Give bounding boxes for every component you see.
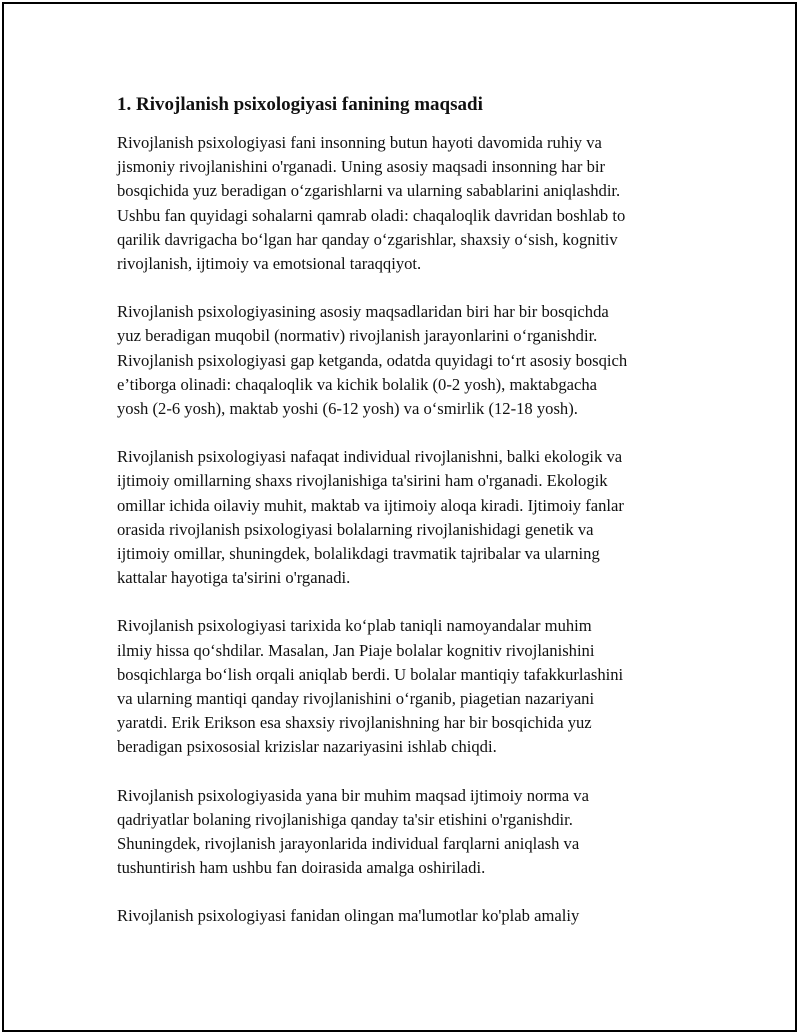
text-line: beradigan psixososial krizislar nazariyasini ishlab chiqdi.: [117, 737, 497, 757]
text-line: bosqichida yuz beradigan o‘zgarishlarni va ularning sabablarini aniqlashdir.: [117, 181, 621, 201]
text-line: Rivojlanish psixologiyasida yana bir muhim maqsad ijtimoiy norma va: [117, 785, 589, 805]
text-line: ilmiy hissa qo‘shdilar. Masalan, Jan Piaje bolalar kognitiv rivojlanishini: [117, 640, 595, 660]
section-heading: 1. Rivojlanish psixologiyasi fanining maqsadi: [117, 94, 483, 115]
text-line: ijtimoiy omillarning shaxs rivojlanishiga ta'sirini ham o'rganadi. Ekologik: [117, 471, 608, 491]
text-line: va ularning mantiqi qanday rivojlanishini o‘rganib, piagetian nazariyani: [117, 689, 595, 709]
paragraph-3: [117, 445, 687, 590]
paragraph-4: [117, 614, 687, 759]
text-line: Rivojlanish psixologiyasining asosiy maqsadlaridan biri har bir bosqichda: [117, 302, 609, 322]
text-line: Shuningdek, rivojlanish jarayonlarida individual farqlarni aniqlash va: [117, 834, 580, 854]
text-line: yuz beradigan muqobil (normativ) rivojlanish jarayonlarini o‘rganishdir.: [117, 326, 598, 346]
paragraph-6: [117, 904, 687, 928]
text-line: Rivojlanish psixologiyasi fanidan olingan ma'lumotlar ko'plab amaliy: [117, 906, 580, 926]
text-line: rivojlanish, ijtimoiy va emotsional taraqqiyot.: [117, 254, 422, 274]
text-line: Rivojlanish psixologiyasi nafaqat individual rivojlanishni, balki ekologik va: [117, 447, 623, 467]
text-line: Rivojlanish psixologiyasi tarixida ko‘plab taniqli namoyandalar muhim: [117, 616, 592, 636]
paragraph-5: [117, 784, 687, 881]
paragraph-2: [117, 300, 687, 421]
text-line: Rivojlanish psixologiyasi gap ketganda, odatda quyidagi to‘rt asosiy bosqich: [117, 350, 628, 370]
text-line: bosqichlarga bo‘lish orqali aniqlab berdi. U bolalar mantiqiy tafakkurlashini: [117, 664, 624, 684]
text-line: jismoniy rivojlanishini o'rganadi. Uning asosiy maqsadi insonning har bir: [117, 157, 606, 177]
document-body: [117, 93, 687, 953]
text-line: omillar ichida oilaviy muhit, maktab va ijtimoiy aloqa kiradi. Ijtimoiy fanlar: [117, 495, 624, 515]
paragraph-1: [117, 131, 687, 276]
text-line: tushuntirish ham ushbu fan doirasida amalga oshiriladi.: [117, 858, 486, 878]
text-line: yosh (2-6 yosh), maktab yoshi (6-12 yosh) va o‘smirlik (12-18 yosh).: [117, 399, 578, 419]
text-line: kattalar hayotiga ta'sirini o'rganadi.: [117, 568, 351, 588]
text-line: yaratdi. Erik Erikson esa shaxsiy rivojlanishning har bir bosqichida yuz: [117, 713, 592, 733]
text-line: Rivojlanish psixologiyasi fani insonning butun hayoti davomida ruhiy va: [117, 133, 602, 152]
text-line: e’tiborga olinadi: chaqaloqlik va kichik bolalik (0-2 yosh), maktabgacha: [117, 374, 598, 394]
text-line: qarilik davrigacha bo‘lgan har qanday o‘zgarishlar, shaxsiy o‘sish, kognitiv: [117, 229, 618, 249]
text-line: Ushbu fan quyidagi sohalarni qamrab oladi: chaqaloqlik davridan boshlab to: [117, 205, 626, 225]
text-line: qadriyatlar bolaning rivojlanishiga qanday ta'sir etishini o'rganishdir.: [117, 809, 573, 829]
text-line: ijtimoiy omillar, shuningdek, bolalikdagi travmatik tajribalar va ularning: [117, 544, 600, 564]
text-line: orasida rivojlanish psixologiyasi bolalarning rivojlanishidagi genetik va: [117, 519, 594, 539]
